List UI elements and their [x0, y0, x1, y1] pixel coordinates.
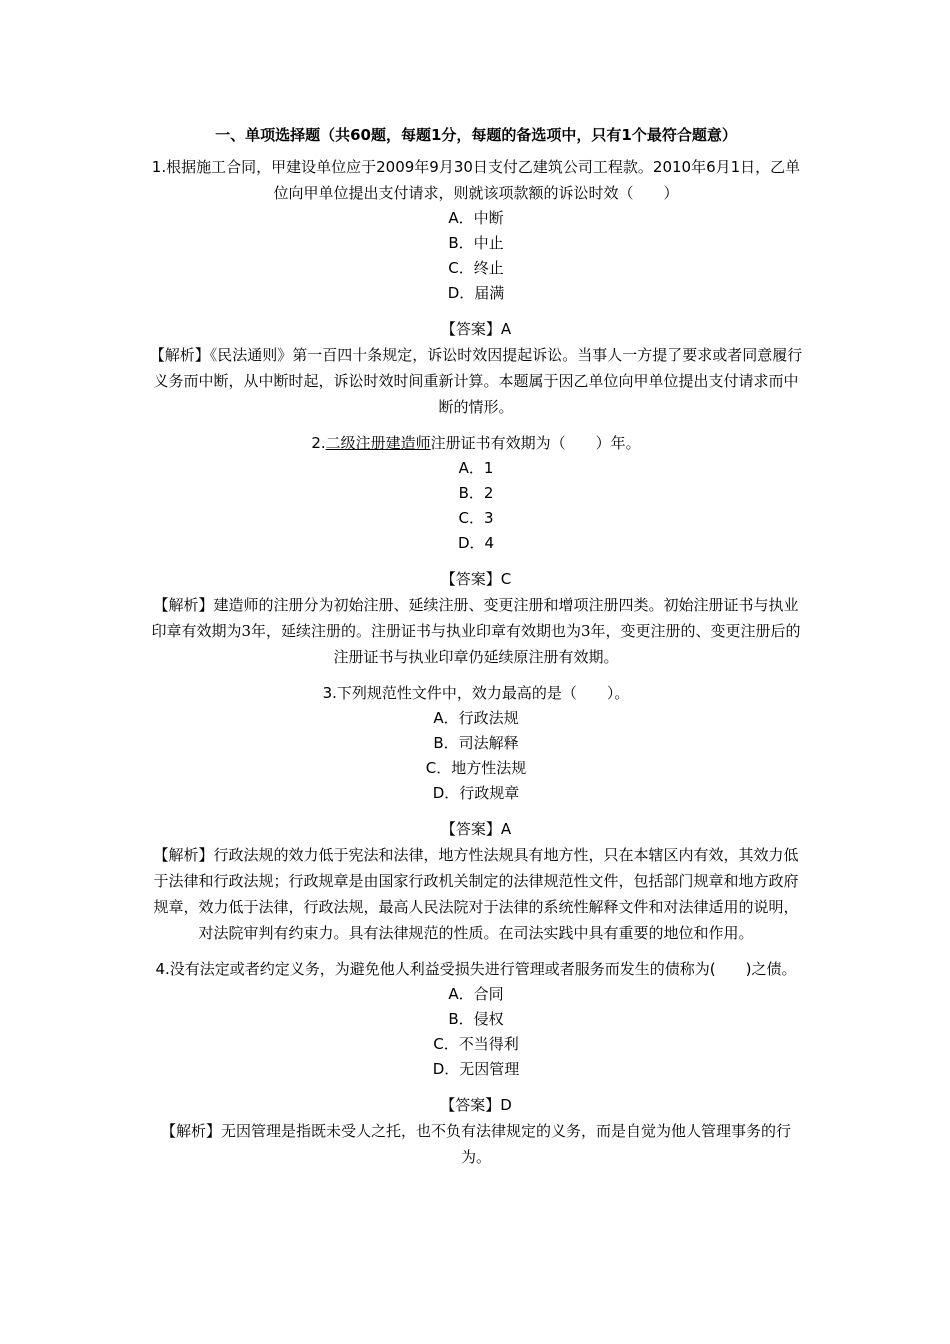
option-c: C．3	[458, 509, 494, 527]
option-a: A．中断	[448, 209, 504, 227]
analysis	[147, 592, 805, 670]
analysis-text: 无因管理是指既未受人之托，也不负有法律规定的义务，而是自觉为他人管理事务的行为。	[221, 1122, 792, 1166]
question-3	[147, 680, 805, 946]
option-b: B．中止	[448, 234, 504, 252]
analysis-text: 行政法规的效力低于宪法和法律，地方性法规具有地方性，只在本辖区内有效，其效力低于法律和行政法规；行政规章是由国家行政机关制定的法律规范性文件，包括部门规章和地方政府规章，效力低于法律，行政法规，最高人民法院对于法律的系统性解释文件和对法律适用的说明，对法院审判有约束力。具有法律规范的性质。在司法实践中具有重要的地位和作用。	[153, 846, 799, 942]
option-a: A．1	[458, 459, 494, 477]
question-number: 2.	[311, 434, 326, 452]
question-stem	[147, 430, 805, 456]
option-b: B．司法解释	[433, 734, 519, 752]
option-c: C．地方性法规	[425, 759, 527, 777]
answer: 【答案】A	[440, 820, 512, 838]
option-a: A．行政法规	[433, 709, 519, 727]
analysis-text: 《民法通则》第一百四十条规定，诉讼时效因提起诉讼。当事人一方提了要求或者同意履行义务而中断，从中断时起，诉讼时效时间重新计算。本题属于因乙单位向甲单位提出支付请求而中断的情形。	[153, 346, 803, 416]
question-text: 注册证书有效期为（ ）年。	[430, 434, 641, 452]
option-c: C．不当得利	[433, 1035, 519, 1053]
option-d: D．4	[457, 534, 495, 552]
question-stem: 4.没有法定或者约定义务，为避免他人利益受损失进行管理或者服务而发生的债称为( )之债。	[155, 960, 797, 978]
option-c: C．终止	[448, 259, 504, 277]
question-4	[147, 956, 805, 1170]
document-content	[147, 120, 805, 1180]
analysis	[147, 842, 805, 946]
analysis-tag: 【解析】	[153, 596, 214, 614]
option-list	[147, 456, 805, 556]
analysis-tag: 【解析】	[160, 1122, 221, 1140]
answer: 【答案】D	[440, 1096, 512, 1114]
answer: 【答案】C	[440, 570, 512, 588]
option-d: D．届满	[447, 284, 505, 302]
stem-link[interactable]: 二级注册建造师	[325, 434, 431, 452]
analysis-tag: 【解析】	[153, 846, 214, 864]
option-list	[147, 706, 805, 806]
analysis	[147, 1118, 805, 1170]
option-list	[147, 982, 805, 1082]
option-b: B．侵权	[448, 1010, 504, 1028]
option-b: B．2	[458, 484, 494, 502]
analysis-text: 建造师的注册分为初始注册、延续注册、变更注册和增项注册四类。初始注册证书与执业印章有效期为3年，延续注册的。注册证书与执业印章有效期也为3年，变更注册的、变更注册后的注册证书与执业印章仍延续原注册有效期。	[151, 596, 801, 666]
option-list	[147, 206, 805, 306]
option-a: A．合同	[448, 985, 504, 1003]
question-stem: 1.根据施工合同，甲建设单位应于2009年9月30日支付乙建筑公司工程款。2010年6月1日，乙单位向甲单位提出支付请求，则就该项款额的诉讼时效（ ）	[151, 158, 801, 202]
answer: 【答案】A	[440, 320, 512, 338]
option-d: D．行政规章	[432, 784, 520, 802]
option-d: D．无因管理	[432, 1060, 520, 1078]
question-stem: 3.下列规范性文件中，效力最高的是（ ）。	[322, 684, 630, 702]
analysis-tag: 【解析】	[149, 346, 210, 364]
question-2	[147, 430, 805, 670]
question-1	[147, 154, 805, 420]
section-title: 一、单项选择题（共60题，每题1分，每题的备选项中，只有1个最符合题意）	[215, 126, 737, 144]
analysis	[147, 342, 805, 420]
